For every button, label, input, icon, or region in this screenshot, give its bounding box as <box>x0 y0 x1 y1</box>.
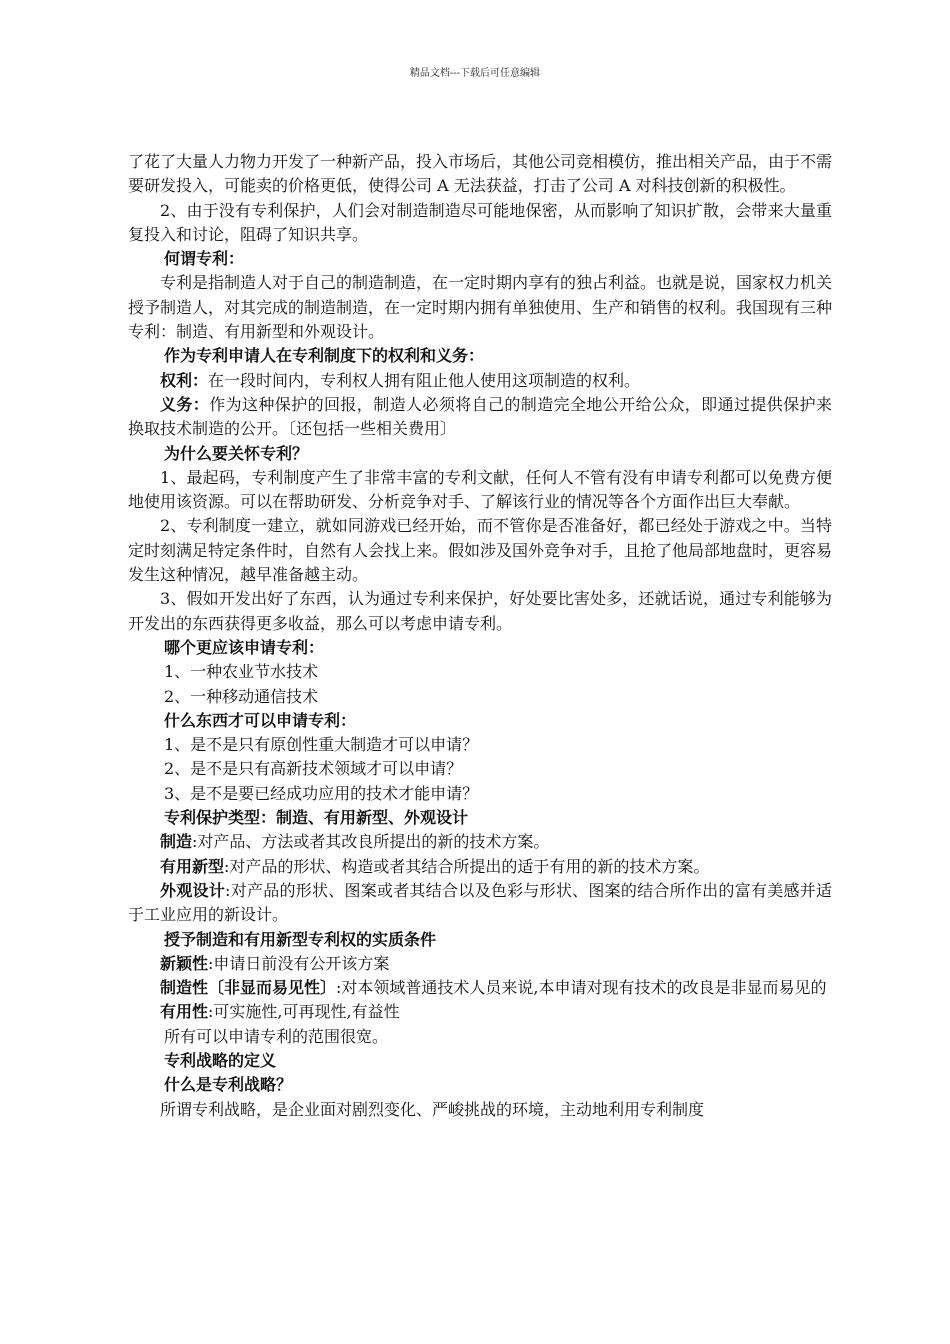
paragraph <box>128 879 832 928</box>
list-item: 1、是不是只有原创性重大制造才可以申请？ <box>164 735 479 755</box>
term-text: :申请日前没有公开该方案 <box>208 953 390 973</box>
term-text: :对产品的形状、图案或者其结合以及色彩与形状、图案的结合所作出的富有美感并适于工业应用的新设计。 <box>128 880 832 925</box>
paragraph <box>128 369 832 393</box>
paragraph: 了花了大量人力物力开发了一种新产品，投入市场后，其他公司竞相模仿，推出相关产品，由于不需要研发投入，可能卖的价格更低，使得公司 A 无法获益，打击了公司 A 对科技创新的积极性。 <box>128 152 833 196</box>
section-heading: 作为专利申请人在专利制度下的权利和义务： <box>164 346 485 366</box>
term-label: 制造性〔非显而易见性〕 <box>160 978 337 998</box>
paragraph: 1、最起码，专利制度产生了非常丰富的专利文献，任何人不管有没有申请专利都可以免费方便地使用该资源。可以在帮助研发、分析竞争对手、了解该行业的情况等各个方面作出巨大奉献。 <box>128 467 832 512</box>
document-body <box>128 150 832 1122</box>
section-heading: 什么是专利战略？ <box>164 1075 293 1095</box>
section-heading: 何谓专利： <box>164 249 245 269</box>
paragraph <box>128 855 832 879</box>
section-heading: 哪个更应该申请专利： <box>164 637 325 657</box>
page-header: 精品文档---下载后可任意编辑 <box>409 68 541 79</box>
term-label: 有用新型 <box>160 856 225 876</box>
paragraph <box>128 1000 832 1024</box>
paragraph: 2、由于没有专利保护，人们会对制造制造尽可能地保密，从而影响了知识扩散，会带来大量重复投入和讨论，阻碍了知识共享。 <box>128 200 832 244</box>
section-heading: 授予制造和有用新型专利权的实质条件 <box>164 929 437 949</box>
paragraph <box>128 393 832 442</box>
paragraph: 2、专利制度一建立，就如同游戏已经开始，而不管你是否准备好，都已经处于游戏之中。当特定时刻满足特定条件时，自然有人会找上来。假如涉及国外竞争对手，且抢了他局部地盘时，更容易发生这种情况，越早准备越主动。 <box>128 516 833 585</box>
term-text: :对本领域普通技术人员来说,本申请对现有技术的改良是非显而易见的 <box>336 978 827 998</box>
term-text: :对产品的形状、构造或者其结合所提出的适于有用的新的技术方案。 <box>224 856 710 876</box>
paragraph: 专利是指制造人对于自己的制造制造，在一定时期内享有的独占利益。也就是说，国家权力机关授予制造人，对其完成的制造制造，在一定时期内拥有单独使用、生产和销售的权利。我国现有三种专利：制造、有用新型和外观设计。 <box>128 273 833 342</box>
term-label: 制造 <box>160 832 193 852</box>
section-heading: 什么东西才可以申请专利： <box>164 710 357 730</box>
section-heading: 专利战略的定义 <box>164 1050 277 1070</box>
term-label: 权利： <box>160 370 209 390</box>
term-text: :对产品、方法或者其改良所提出的新的技术方案。 <box>192 832 550 852</box>
paragraph: 所有可以申请专利的范围很宽。 <box>164 1026 389 1046</box>
list-item: 1、一种农业节水技术 <box>164 662 319 682</box>
term-text: 作为这种保护的回报，制造人必须将自己的制造完全地公开给公众，即通过提供保护来换取技术制造的公开。〔还包括一些相关费用〕 <box>128 394 832 439</box>
list-item: 2、一种移动通信技术 <box>164 686 319 706</box>
list-item: 3、是不是要已经成功应用的技术才能申请？ <box>164 783 479 803</box>
section-heading: 为什么要关怀专利？ <box>164 443 309 463</box>
term-text: 在一段时间内，专利权人拥有阻止他人使用这项制造的权利。 <box>208 370 641 390</box>
paragraph <box>128 830 832 854</box>
paragraph: 所谓专利战略，是企业面对剧烈变化、严峻挑战的环境，主动地利用专利制度 <box>160 1099 705 1119</box>
section-heading: 专利保护类型：制造、有用新型、外观设计 <box>164 808 469 828</box>
paragraph <box>128 952 832 976</box>
paragraph <box>128 976 832 1000</box>
term-label: 有用性 <box>160 1002 209 1022</box>
list-item: 2、是不是只有高新技术领域才可以申请？ <box>164 759 463 779</box>
term-label: 义务： <box>160 394 210 414</box>
term-text: :可实施性,可再现性,有益性 <box>208 1002 400 1022</box>
paragraph: 3、假如开发出好了东西，认为通过专利来保护，好处要比害处多，还就话说，通过专利能够为开发出的东西获得更多收益，那么可以考虑申请专利。 <box>128 589 832 633</box>
term-label: 外观设计 <box>160 880 226 900</box>
term-label: 新颖性 <box>160 953 209 973</box>
